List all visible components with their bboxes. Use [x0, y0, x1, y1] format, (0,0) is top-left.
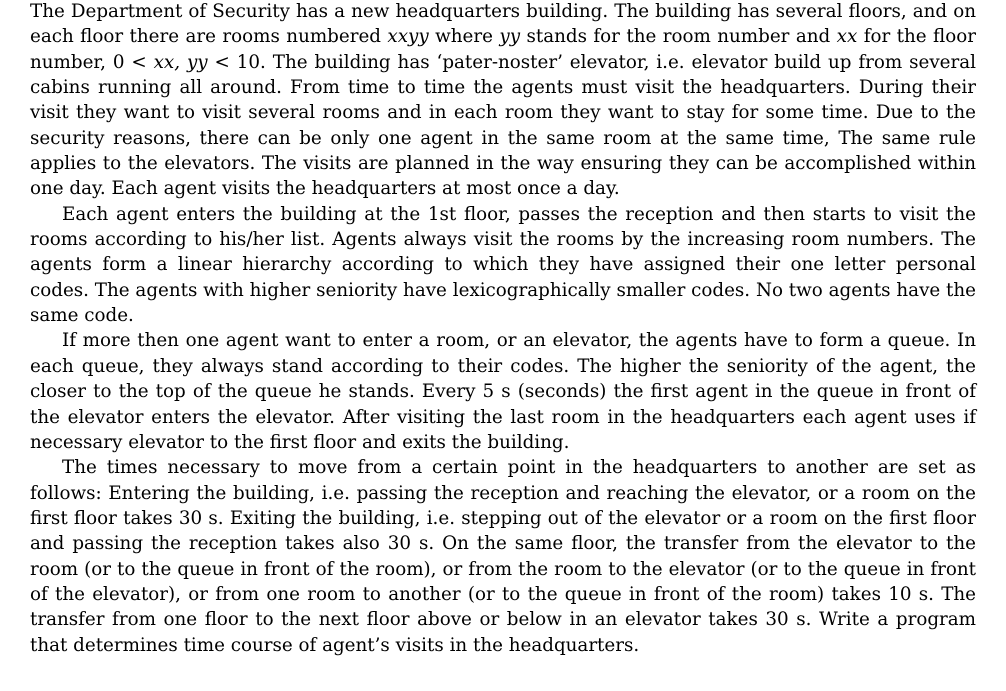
p2-text: Each agent enters the building at the 1st floor, passes the reception and then starts to visit the rooms according to his/her list. Agents always visit the rooms by the increasing room numbers. The agents form a linear hierarchy according to which they have assigned their one letter personal codes. The agents with higher seniority have lexicographically smaller codes. No two agents have the same code. [30, 203, 976, 327]
p1-math-xx: xx [836, 26, 858, 48]
p1-math-xxyy: xxyy [387, 26, 429, 48]
p1-text-3: stands for the room number and [520, 26, 837, 48]
p1-math-xx-yy: xx, yy [153, 51, 208, 73]
paragraph-2 [30, 202, 976, 329]
p1-math-yy: yy [499, 26, 521, 48]
paragraph-3 [30, 328, 976, 455]
p1-text-2: where [428, 26, 500, 48]
paragraph-4 [30, 455, 976, 658]
p4-text: The times necessary to move from a certain point in the headquarters to another are set as follows: Entering the building, i.e. passing the reception and reaching the elevator, or a room on the first floor takes 30 s. Exiting the building, i.e. stepping out of the elevator or a room on the first floor and passing the reception takes also 30 s. On the same floor, the transfer from the elevator to the room (or to the queue in front of the room), or from the room to the elevator (or to the queue in front of the elevator), or from one room to another (or to the queue in front of the room) takes 10 s. The transfer from one floor to the next floor above or below in an elevator takes 30 s. Write a program that determines time course of agent’s visits in the headquarters. [30, 457, 976, 656]
p1-text-5: < 10. The building has ‘pater-noster’ elevator, i.e. elevator build up from several cabins running all around. From time to time the agents must visit the headquarters. During their visit they want to visit several rooms and in each room they want to stay for some time. Due to the security reasons, there can be only one agent in the same room at the same time, The same rule applies to the elevators. The visits are planned in the way ensuring they can be accomplished within one day. Each agent visits the headquarters at most once a day. [30, 51, 976, 200]
p3-text: If more then one agent want to enter a room, or an elevator, the agents have to form a queue. In each queue, they always stand according to their codes. The higher the seniority of the agent, the closer to the top of the queue he stands. Every 5 s (seconds) the first agent in the queue in front of the elevator enters the elevator. After visiting the last room in the headquarters each agent uses if necessary elevator to the first floor and exits the building. [30, 330, 976, 453]
p1-text-4: for the floor number, 0 < [30, 26, 976, 73]
p1-text-1: The Department of Security has a new headquarters building. The building has several floors, and on each floor there are rooms numbered [30, 1, 976, 48]
paragraph-1 [30, 0, 976, 202]
